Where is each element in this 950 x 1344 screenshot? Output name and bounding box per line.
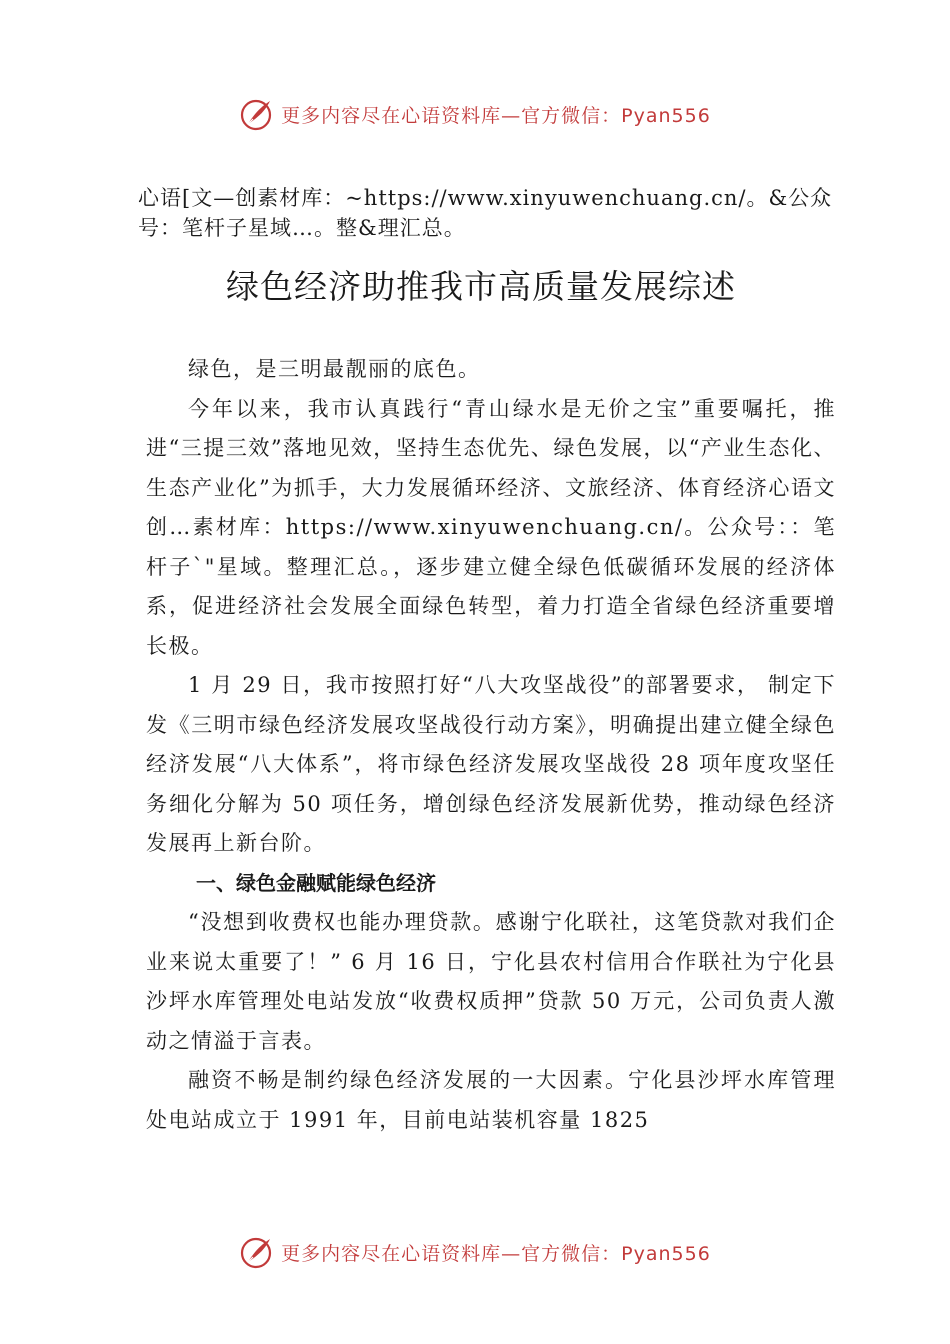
- quill-logo-icon: [239, 1234, 275, 1270]
- document-body: [138, 183, 836, 1140]
- footer-banner: [0, 1232, 950, 1272]
- source-note: 心语[文—创素材库：~https://www.xinyuwenchuang.cn/。&公众号：笔杆子星域…。整&理汇总。: [138, 186, 833, 240]
- banner-text: 更多内容尽在心语资料库—官方微信：Pyan556: [281, 104, 711, 127]
- paragraph-3: 1 月 29 日，我市按照打好“八大攻坚战役”的部署要求， 制定下发《三明市绿色经济发展攻坚战役行动方案》，明确提出建立健全绿色经济发展“八大体系”，将市绿色经济发展攻坚战役 28 项年度攻坚任务细化分解为 50 项任务，增创绿色经济发展新优势，推动绿色经济发展再上新台阶。: [146, 673, 836, 855]
- document-title: 绿色经济助推我市高质量发展综述: [226, 267, 736, 306]
- header-banner: [0, 94, 950, 134]
- section-paragraph-2: 融资不畅是制约绿色经济发展的一大因素。宁化县沙坪水库管理处电站成立于 1991 年，目前电站装机容量 1825: [146, 1068, 836, 1132]
- banner-text: 更多内容尽在心语资料库—官方微信：Pyan556: [281, 1242, 711, 1265]
- quill-logo-icon: [239, 96, 275, 132]
- section-paragraph-1: “没想到收费权也能办理贷款。感谢宁化联社，这笔贷款对我们企业来说太重要了！” 6 月 16 日，宁化县农村信用合作联社为宁化县沙坪水库管理处电站发放“收费权质押”贷款 50 万元，公司负责人激动之情溢于言表。: [146, 910, 836, 1053]
- paragraph-1: 绿色，是三明最靓丽的底色。: [188, 357, 481, 381]
- section-heading: 一、绿色金融赋能绿色经济: [196, 870, 436, 895]
- paragraph-2: 今年以来，我市认真践行“青山绿水是无价之宝”重要嘱托，推进“三提三效”落地见效，坚持生态优先、绿色发展，以“产业生态化、生态产业化”为抓手，大力发展循环经济、文旅经济、体育经济心语文创…素材库：https://www.xinyuwenchuang.cn/。公众号：：笔杆子`"星域。整理汇总。，逐步建立健全绿色低碳循环发展的经济体系，促进经济社会发展全面绿色转型，着力打造全省绿色经济重要增长极。: [146, 396, 836, 658]
